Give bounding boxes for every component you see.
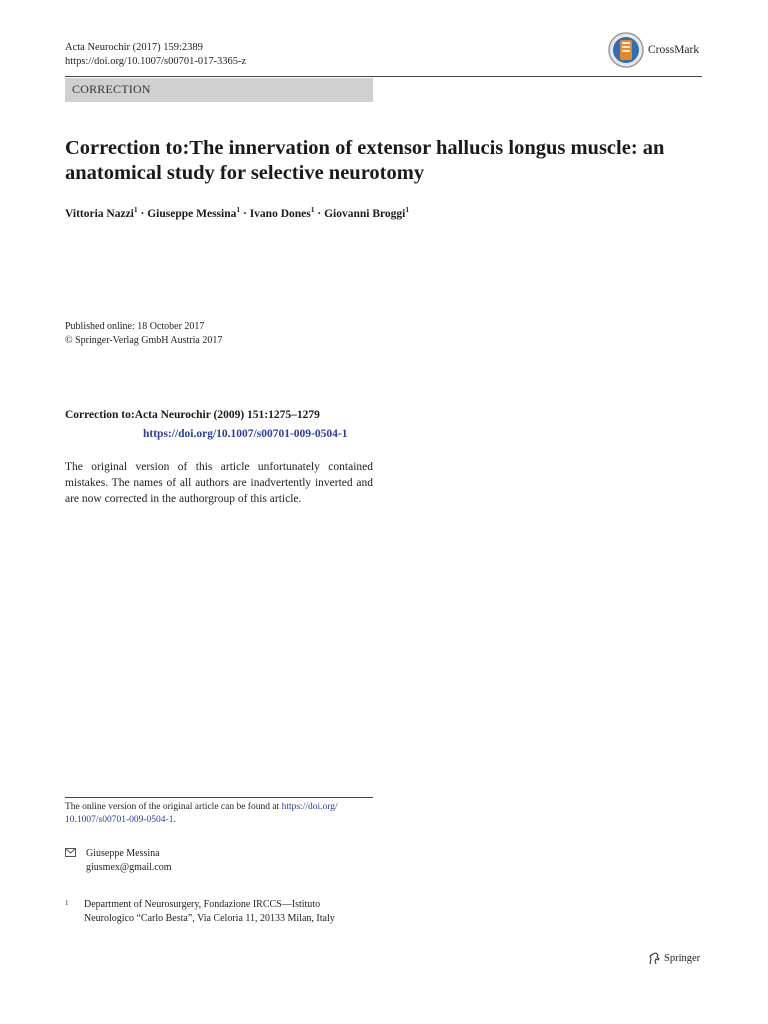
footnote-link-part2[interactable]: 10.1007/s00701-009-0504-1 bbox=[65, 815, 174, 825]
author-affil-marker: 1 bbox=[405, 205, 410, 214]
affiliation-line: Department of Neurosurgery, Fondazione IRCCS—Istituto bbox=[84, 899, 321, 910]
footnote-end: . bbox=[173, 815, 176, 825]
section-label: CORRECTION bbox=[72, 82, 151, 96]
author-name[interactable]: Giuseppe Messina bbox=[147, 207, 237, 220]
publication-info bbox=[65, 320, 222, 348]
correction-doi-link[interactable]: https://doi.org/10.1007/s00701-009-0504-1 bbox=[143, 428, 348, 440]
springer-horse-icon bbox=[648, 952, 661, 965]
author-affil-marker: 1 bbox=[310, 205, 315, 214]
footnote bbox=[65, 801, 385, 827]
affiliation-number: 1 bbox=[65, 899, 69, 907]
footnote-text: The online version of the original article can be found at bbox=[65, 802, 282, 812]
author-affil-marker: 1 bbox=[236, 205, 241, 214]
article-title: Correction to:The innervation of extensor hallucis longus muscle: an anatomical study for selective neurotomy bbox=[65, 137, 665, 184]
crossmark-badge[interactable] bbox=[607, 31, 699, 69]
author-affil-marker: 1 bbox=[133, 205, 138, 214]
crossmark-icon bbox=[607, 31, 645, 69]
author-name[interactable]: Giovanni Broggi bbox=[324, 207, 406, 220]
contact-name: Giuseppe Messina bbox=[86, 848, 160, 859]
author-separator: · bbox=[240, 207, 250, 220]
header-rule bbox=[65, 76, 702, 77]
springer-logo bbox=[648, 952, 700, 965]
corresponding-author bbox=[65, 847, 172, 873]
footnote-link-part1[interactable]: https://doi.org/ bbox=[281, 802, 338, 812]
correction-reference: Correction to:Acta Neurochir (2009) 151:1275–1279 bbox=[65, 409, 320, 421]
author-separator: · bbox=[314, 207, 325, 220]
article-doi[interactable]: https://doi.org/10.1007/s00701-017-3365-z bbox=[65, 56, 247, 67]
author-list bbox=[65, 205, 409, 220]
affiliation-line: Neurologico “Carlo Besta”, Via Celoria 11, 20133 Milan, Italy bbox=[84, 913, 335, 924]
correction-body: The original version of this article unfortunately contained mistakes. The names of all authors are inadvertently inverted and are now corrected in the authorgroup of this article. bbox=[65, 461, 373, 505]
envelope-icon bbox=[65, 847, 79, 861]
crossmark-label: CrossMark bbox=[648, 44, 700, 56]
contact-email[interactable]: giusmex@gmail.com bbox=[86, 862, 172, 873]
footnote-rule bbox=[65, 797, 373, 798]
author-name[interactable]: Ivano Dones bbox=[249, 207, 311, 220]
copyright: © Springer-Verlag GmbH Austria 2017 bbox=[65, 335, 223, 346]
journal-citation: Acta Neurochir (2017) 159:2389 bbox=[65, 42, 203, 53]
publisher-name: Springer bbox=[664, 953, 701, 964]
author-name[interactable]: Vittoria Nazzi bbox=[65, 207, 134, 220]
author-separator: · bbox=[137, 207, 148, 220]
published-online: Published online: 18 October 2017 bbox=[65, 321, 205, 332]
